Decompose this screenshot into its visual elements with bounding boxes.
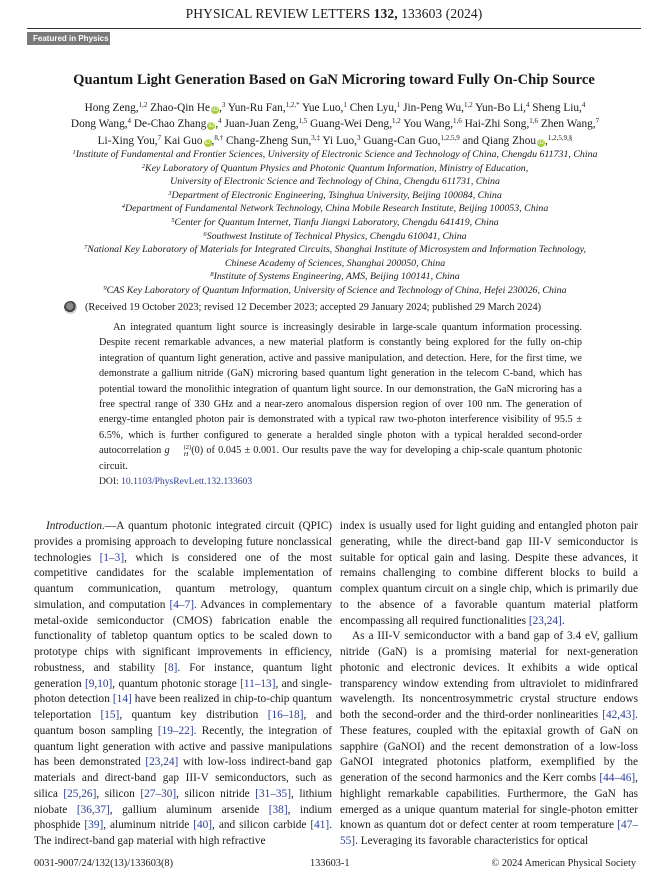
author: Kai Guo iD,$^{8,\dagger}$	[163, 133, 224, 147]
affiliation: $^6$Southwest Institute of Technical Physics, Chengdu 610041, China	[203, 230, 467, 242]
author-affiliation-marker: 4	[127, 117, 132, 126]
citation-link[interactable]: [47–55]	[340, 819, 638, 847]
gan-paragraph: As a III-V semiconductor with a band gap of 3.4 eV, gallium nitride (GaN) is a promising material for next-generation photonic and electronic devices. It exhibits a wide optical transparency window extending from ultraviolet to midinfrared wavelength. Its noncentrosymmetric crystal structure endows both the second-order and the third-order nonlinearities [42,43]. These features, coupled with the epitaxial growth of GaN on sapphire (GaNOI) and the recent demonstration of a low-loss GaNOI integrated photonics platform, exemplified by the generation of the second harmonics and the Kerr combs [44–46], highlight remarkable capabilities. Furthermore, the GaN has emerged as a unique quantum material for single-photon emitter known as quantum dot or defect center at room temperature [47–55]. Leveraging its favorable characteristics for optical	[340, 630, 638, 847]
author-affiliation-marker: 1	[396, 101, 401, 109]
citation-link[interactable]: [11–13]	[240, 677, 276, 690]
section-heading: Introduction.	[46, 520, 105, 532]
author	[85, 102, 148, 114]
orcid-icon[interactable]: iD	[212, 107, 218, 113]
citation-link[interactable]: [41]	[310, 819, 330, 832]
affiliation: $^8$Institute of Systems Engineering, AMS, Beijing 100141, China	[210, 271, 460, 283]
author-name: Zhen Wang,	[540, 118, 596, 131]
citation-link[interactable]: [23,24]	[528, 614, 562, 627]
citation-link[interactable]: [42,43]	[602, 709, 636, 721]
author-name: Jin-Peng Wu,	[403, 102, 464, 114]
author-name: and Qiang Zhou	[462, 134, 536, 147]
g2-subscript: H	[183, 450, 189, 458]
citation-link[interactable]: [14]	[112, 693, 132, 706]
author-affiliation-marker: 4	[581, 101, 586, 109]
citation-link[interactable]: [36,37]	[76, 803, 110, 816]
affiliation-continued: Chinese Academy of Sciences, Shanghai 200050, China	[224, 257, 446, 269]
author	[310, 118, 401, 130]
author-name: Guang-Can Guo,	[363, 134, 441, 147]
author	[403, 102, 473, 114]
author-name: Yue Luo,	[301, 102, 344, 114]
doi	[99, 476, 252, 487]
footer-copyright: © 2024 American Physical Society	[491, 858, 636, 869]
body-column-left	[34, 519, 332, 850]
citation-link[interactable]: [38]	[268, 803, 288, 816]
body-column-right	[340, 519, 638, 850]
author	[226, 135, 320, 147]
author-name: Guang-Wei Deng,	[310, 118, 393, 131]
author-name: Dong Wang,	[70, 118, 128, 131]
body-paragraph-continued: index is usually used for light guiding and entangled photon pair generating, while the direct-band gap III-V semiconductor is suitable for optical gain and lasing. Despite these advances, it remains challenging to combine different blocks to build a complex quantum circuit on a single chip, which is primarily due to the absence of a favorable quantum material platform encompassing all required functionalities [23,24].	[340, 520, 638, 627]
affiliation-continued: University of Electronic Science and Technology of China, Chengdu 611731, China	[170, 176, 500, 188]
author	[363, 135, 459, 147]
received-dates	[64, 301, 624, 314]
crossmark-icon[interactable]	[64, 301, 77, 314]
citation-link[interactable]: [16–18]	[267, 709, 304, 721]
author	[350, 102, 401, 114]
journal-name: PHYSICAL REVIEW LETTERS	[185, 6, 371, 21]
author-affiliation-marker: 3	[356, 133, 361, 142]
author	[475, 102, 529, 114]
author	[225, 118, 308, 130]
citation-link[interactable]: [31–35]	[255, 787, 291, 800]
author-name: Chen Lyu,	[349, 102, 397, 114]
citation-link[interactable]: [40]	[193, 819, 213, 832]
author: De-Chao Zhang iD,$^4$	[133, 117, 222, 131]
author	[322, 135, 360, 147]
received-text: (Received 19 October 2023; revised 12 December 2023; accepted 29 January 2024; published 29 March 2024)	[85, 302, 542, 313]
author-affiliation-marker: 1,2,*	[285, 101, 300, 109]
author-affiliation-marker: 3,‡	[311, 133, 321, 142]
author-affiliation-marker: 1,2	[392, 117, 401, 126]
citation-link[interactable]: [8]	[164, 661, 178, 674]
featured-badge: Featured in Physics	[27, 32, 110, 45]
author	[302, 102, 347, 114]
author	[465, 118, 538, 130]
orcid-icon[interactable]: iD	[208, 123, 215, 130]
affiliation: $^4$Department of Fundamental Network Technology, China Mobile Research Institute, Beijing 100053, China	[121, 203, 549, 215]
author-name: Hong Zeng,	[84, 102, 139, 114]
author-affiliation-marker: 1,2,5,9	[440, 133, 460, 142]
author-name: Zhao-Qin He	[150, 102, 211, 114]
author-name: Yun-Ru Fan,	[227, 102, 286, 114]
author-name: Hai-Zhi Song,	[464, 118, 530, 131]
author-name: You Wang,	[403, 118, 454, 131]
author: Zhao-Qin He iD,$^3$	[150, 101, 226, 114]
affiliation: $^7$National Key Laboratory of Materials for Integrated Circuits, Shanghai Institute of Microsystem and Information Technology,	[84, 244, 586, 256]
author	[403, 118, 462, 130]
citation-link[interactable]: [9,10]	[85, 677, 113, 690]
author-affiliation-marker: 1,6	[453, 117, 462, 126]
citation-link[interactable]: [1–3]	[99, 551, 125, 564]
journal-volume: 132,	[373, 6, 398, 21]
citation-link[interactable]: [15]	[100, 709, 120, 721]
author-list	[30, 100, 640, 149]
affiliation: $^2$Key Laboratory of Quantum Physics and Photonic Quantum Information, Ministry of Education,	[141, 162, 529, 174]
abstract	[99, 320, 582, 474]
author-affiliation-marker: 4	[525, 101, 530, 109]
abstract-text-2: of 0.045 ± 0.001. Our results pave the way for developing a chip-scale quantum photonic circuit.	[99, 445, 582, 472]
abstract-text-1: An integrated quantum light source is increasingly desirable in large-scale quantum information processing. Despite recent remarkable advances, a new material platform is constantly being explored for the fully on-chip integration of quantum light generation, active and passive manipulation, and detection. Here, for the first time, we demonstrate a gallium nitride (GaN) microring based quantum light generation in the telecom C-band, which has potential toward the monolithic integration of quantum light source. In our demonstration, the GaN microring has a free spectral range of 330 GHz and a near-zero anomalous dispersion region of over 100 nm. The generation of energy-time entangled photon pair is demonstrated with a typical raw two-photon interference visibility of 95.5 ± 6.5%, which is further configured to generate a heralded single photon with a typical heralded second-order autocorrelation	[99, 322, 582, 457]
author-affiliation-marker: 1,5	[298, 117, 308, 126]
author	[532, 102, 585, 114]
author-name: Li-Xing You,	[97, 134, 158, 147]
affiliation: $^9$CAS Key Laboratory of Quantum Information, University of Science and Technology of China, Hefei 230026, China	[103, 284, 567, 296]
author-affiliation-marker: 1,2,5,9,§	[547, 133, 573, 142]
g2-argument: (0)	[191, 445, 204, 457]
author-affiliation-marker: 1,2	[463, 101, 473, 109]
author-affiliation-marker: 4	[218, 117, 222, 126]
author	[98, 135, 161, 147]
author-name: Yi Luo,	[322, 134, 357, 147]
author	[228, 102, 300, 114]
author: and Qiang Zhou iD,$^{1,2,5,9,\S}$	[462, 133, 573, 147]
citation-link[interactable]: [23,24]	[145, 756, 179, 769]
affiliation-list	[30, 148, 640, 298]
author-affiliation-marker: 1,2	[138, 101, 148, 109]
author-affiliation-marker: 8,†	[214, 133, 224, 142]
paper-title: Quantum Light Generation Based on GaN Microring toward Fully On-Chip Source	[73, 72, 595, 88]
g2-superscript: (2)	[183, 443, 192, 451]
g2-symbol: g	[164, 445, 170, 457]
orcid-icon[interactable]: iD	[204, 139, 211, 146]
citation-link[interactable]: [27–30]	[140, 787, 177, 800]
author-affiliation-marker: 7	[595, 117, 600, 126]
author-name: Kai Guo	[163, 134, 203, 147]
author-name: Chang-Zheng Sun,	[225, 134, 312, 147]
author-affiliation-marker: 1,6	[529, 117, 539, 126]
author-affiliation-marker: 7	[157, 133, 162, 142]
citation-link[interactable]: [39]	[84, 819, 104, 832]
author-name: Juan-Juan Zeng,	[224, 118, 299, 131]
article-number-year: 133603 (2024)	[401, 6, 483, 21]
footer-code: 0031-9007/24/132(13)/133603(8)	[34, 858, 173, 869]
intro-paragraph: Introduction.—A quantum photonic integrated circuit (QPIC) provides a promising approach to developing future nonclassical technologies [1–3], which is considered one of the most competitive candidates for the scalable implementation of quantum communication, quantum metrology, quantum simulation, and computation [4–7]. Advances in complementary metal-oxide semiconductor (CMOS) fabrication enable the functionality of tabletop quantum optics to be scaled down to prototype chips with significant improvements in efficiency, robustness, and stability [8]. For instance, quantum light generation [9,10], quantum photonic storage [11–13], and single-photon detection [14] have been realized in chip-to-chip quantum teleportation [15], quantum key distribution [16–18], and quantum boson sampling [19–22]. Recently, the integration of quantum light generation with active and passive manipulations has been demonstrated [23,24] with low-loss indirect-band gap materials and direct-band gap III-V semiconductors, such as silica [25,26], silicon [27–30], silicon nitride [31–35], lithium niobate [36,37], gallium aluminum arsenide [38], indium phosphide [39], aluminum nitride [40], and silicon carbide [41]. The indirect-band gap material with high refractive	[34, 520, 333, 847]
orcid-icon[interactable]: iD	[538, 139, 544, 146]
footer-page-number: 133603-1	[310, 858, 350, 869]
citation-link[interactable]: [19–22]	[157, 724, 194, 737]
author	[541, 118, 599, 130]
header-rule	[27, 28, 641, 29]
author-name: De-Chao Zhang	[133, 118, 207, 131]
author-affiliation-marker: 1	[343, 101, 347, 109]
author	[71, 118, 131, 130]
journal-header	[0, 6, 668, 22]
citation-link[interactable]: [25,26]	[63, 787, 97, 800]
author-name: Sheng Liu,	[532, 102, 582, 114]
author-name: Yun-Bo Li,	[475, 102, 526, 114]
author-affiliation-marker: 3	[221, 101, 226, 109]
citation-link[interactable]: [44–46]	[599, 772, 636, 784]
citation-link[interactable]: [4–7]	[169, 598, 194, 611]
doi-label: DOI:	[99, 476, 119, 487]
affiliation: $^3$Department of Electronic Engineering, Tsinghua University, Beijing 100084, China	[168, 189, 502, 201]
affiliation: $^5$Center for Quantum Internet, Tianfu Jiangxi Laboratory, Chengdu 641419, China	[171, 216, 499, 228]
affiliation: $^1$Institute of Fundamental and Frontier Sciences, University of Electronic Science and Technology of China, Chengdu 611731, China	[72, 149, 598, 160]
doi-link[interactable]: 10.1103/PhysRevLett.132.133603	[121, 476, 253, 487]
